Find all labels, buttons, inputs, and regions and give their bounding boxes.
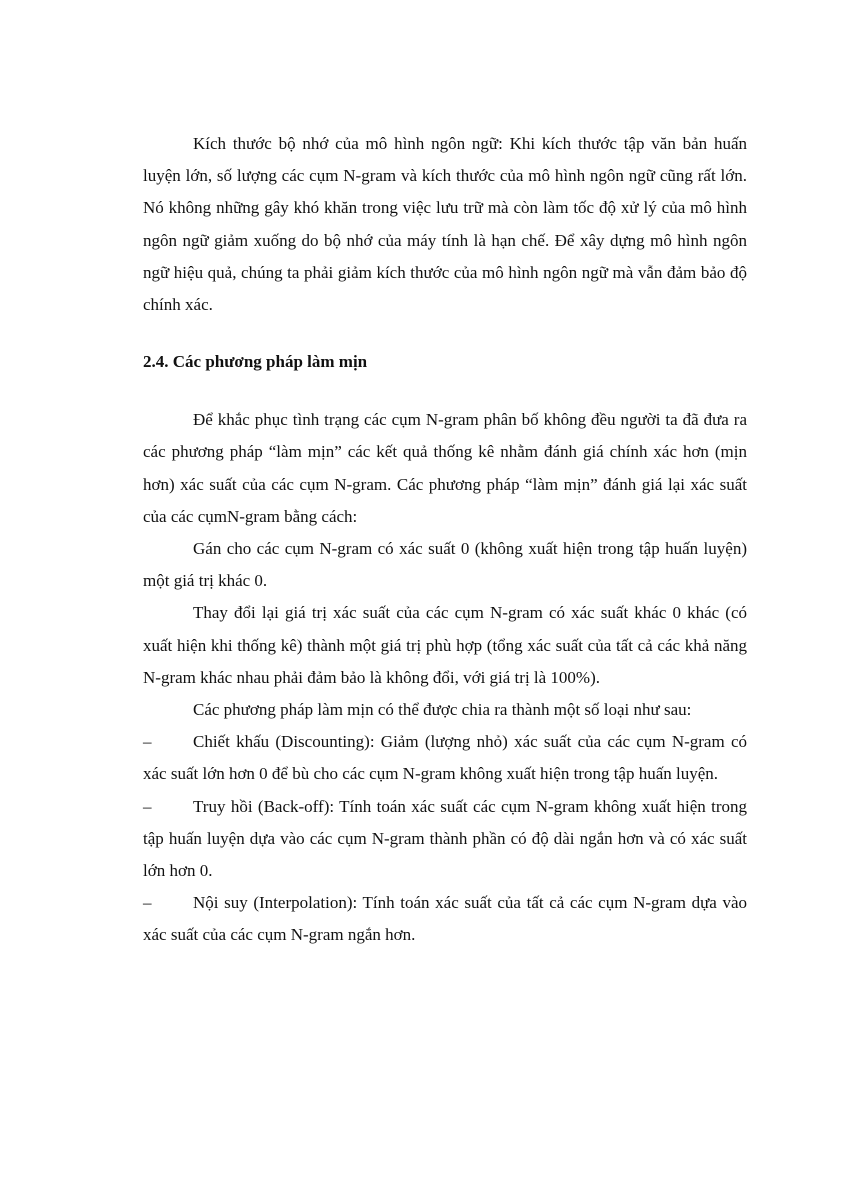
bullet-text: Nội suy (Interpolation): Tính toán xác suất của tất cả các cụm N-gram dựa vào xác suất của các cụm N-gram ngắn hơn.	[143, 893, 747, 945]
paragraph-adjust-probability: Thay đổi lại giá trị xác suất của các cụm N-gram có xác suất khác 0 khác (có xuất hiện khi thống kê) thành một giá trị phù hợp (tổng xác suất của tất cả các khả năng N-gram khác nhau phải đảm bảo là không đổi, với giá trị là 100%).	[143, 603, 747, 687]
section-heading: 2.4. Các phương pháp làm mịn	[143, 352, 368, 372]
paragraph-smoothing-intro: Để khắc phục tình trạng các cụm N-gram phân bố không đều người ta đã đưa ra các phương pháp “làm mịn” các kết quả thống kê nhằm đánh giá chính xác hơn (mịn hơn) xác suất của các cụm N-gram. Các phương pháp “làm mịn” đánh giá lại xác suất của các cụmN-gram bằng cách:	[143, 410, 747, 526]
bullet-dash: –	[143, 796, 152, 816]
paragraph-zero-probability: Gán cho các cụm N-gram có xác suất 0 (không xuất hiện trong tập huấn luyện) một giá trị khác 0.	[143, 539, 747, 591]
bullet-dash: –	[143, 732, 152, 752]
bullet-back-off	[143, 791, 747, 888]
bullet-discounting	[143, 726, 747, 790]
page-content	[143, 128, 747, 952]
intro-paragraph: Kích thước bộ nhớ của mô hình ngôn ngữ: Khi kích thước tập văn bản huấn luyện lớn, số lượng các cụm N-gram và kích thước của mô hình ngôn ngữ cũng rất lớn. Nó không những gây khó khăn trong việc lưu trữ mà còn làm tốc độ xử lý của mô hình ngôn ngữ giảm xuống do bộ nhớ của máy tính là hạn chế. Để xây dựng mô hình ngôn ngữ hiệu quả, chúng ta phải giảm kích thước của mô hình ngôn ngữ mà vẫn đảm bảo độ chính xác.	[143, 134, 747, 315]
bullet-dash: –	[143, 893, 152, 913]
bullet-interpolation	[143, 887, 747, 951]
bullet-text: Chiết khấu (Discounting): Giảm (lượng nhỏ) xác suất của các cụm N-gram có xác suất lớn hơn 0 để bù cho các cụm N-gram không xuất hiện trong tập huấn luyện.	[143, 732, 747, 784]
bullet-text: Truy hồi (Back-off): Tính toán xác suất các cụm N-gram không xuất hiện trong tập huấn luyện dựa vào các cụm N-gram thành phần có độ dài ngắn hơn và có xác suất lớn hơn 0.	[143, 796, 747, 881]
paragraph-categories: Các phương pháp làm mịn có thể được chia ra thành một số loại như sau:	[193, 700, 692, 720]
